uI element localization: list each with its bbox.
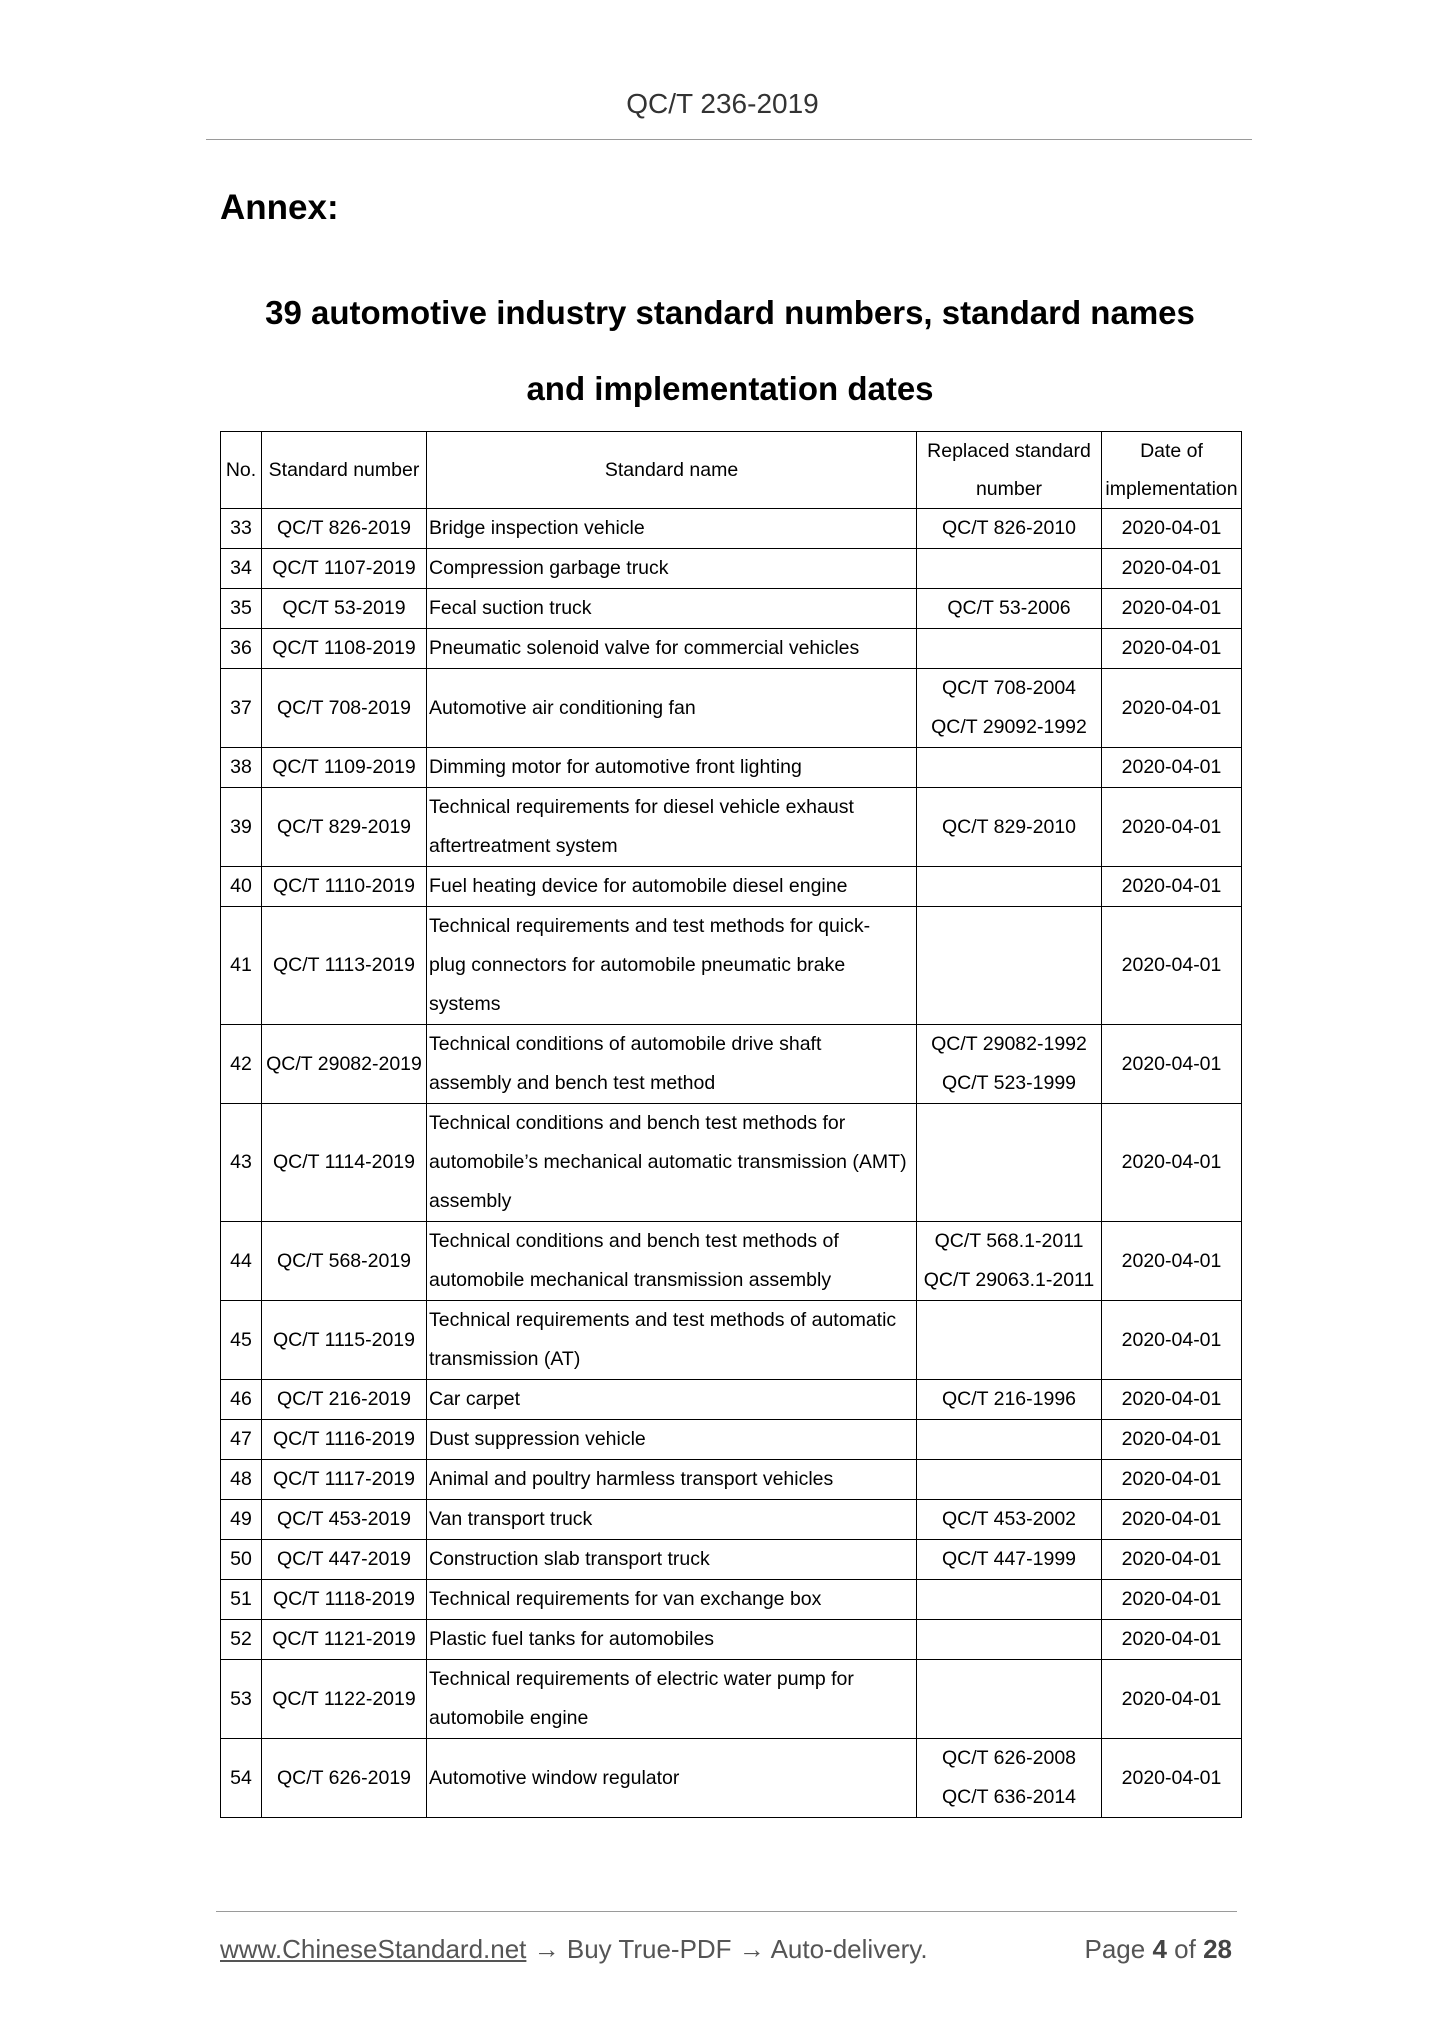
cell-standard-number: QC/T 1122-2019 — [262, 1660, 427, 1739]
cell-standard-number: QC/T 708-2019 — [262, 669, 427, 748]
cell-standard-number: QC/T 1107-2019 — [262, 549, 427, 589]
cell-standard-name — [427, 1739, 917, 1818]
cell-implementation-date: 2020-04-01 — [1102, 509, 1242, 549]
replaced-standard-line: QC/T 216-1996 — [941, 1388, 1077, 1410]
cell-implementation-date: 2020-04-01 — [1102, 1620, 1242, 1660]
table-row — [221, 867, 1242, 907]
cell-no: 39 — [221, 788, 262, 867]
standard-name-line: Bridge inspection vehicle — [429, 517, 645, 539]
replaced-standard-line: QC/T 636-2014 — [941, 1786, 1077, 1808]
table-row — [221, 509, 1242, 549]
cell-replaced-standard — [917, 509, 1102, 549]
cell-standard-name — [427, 589, 917, 629]
table-row — [221, 1580, 1242, 1620]
cell-replaced-standard — [917, 867, 1102, 907]
cell-replaced-standard — [917, 1460, 1102, 1500]
cell-standard-name — [427, 867, 917, 907]
table-row — [221, 1025, 1242, 1104]
cell-standard-number: QC/T 626-2019 — [262, 1739, 427, 1818]
cell-standard-name — [427, 748, 917, 788]
cell-replaced-standard — [917, 549, 1102, 589]
cell-no: 47 — [221, 1420, 262, 1460]
cell-standard-name — [427, 1580, 917, 1620]
replaced-standard-line: QC/T 829-2010 — [941, 815, 1077, 838]
standard-name-line: Compression garbage truck — [429, 557, 669, 579]
cell-implementation-date: 2020-04-01 — [1102, 1025, 1242, 1104]
cell-implementation-date: 2020-04-01 — [1102, 748, 1242, 788]
cell-replaced-standard — [917, 629, 1102, 669]
table-row — [221, 1739, 1242, 1818]
cell-standard-number: QC/T 1113-2019 — [262, 907, 427, 1025]
standard-name-line: Car carpet — [429, 1388, 521, 1410]
cell-replaced-standard — [917, 589, 1102, 629]
page-current: 4 — [1152, 1934, 1167, 1964]
standard-name-line: Construction slab transport truck — [429, 1548, 710, 1570]
table-row — [221, 1620, 1242, 1660]
table-row — [221, 1222, 1242, 1301]
cell-no: 40 — [221, 867, 262, 907]
cell-no: 53 — [221, 1660, 262, 1739]
cell-standard-name — [427, 1620, 917, 1660]
cell-standard-name — [427, 1660, 917, 1739]
replaced-standard-line: QC/T 453-2002 — [941, 1508, 1077, 1530]
standard-name-line: Technical requirements and test methods for quick- — [429, 915, 871, 937]
cell-replaced-standard — [917, 748, 1102, 788]
cell-no: 37 — [221, 669, 262, 748]
table-body — [221, 509, 1242, 1818]
cell-standard-name — [427, 1380, 917, 1420]
cell-no: 49 — [221, 1500, 262, 1540]
cell-no: 41 — [221, 907, 262, 1025]
cell-no: 42 — [221, 1025, 262, 1104]
cell-standard-number: QC/T 568-2019 — [262, 1222, 427, 1301]
cell-no: 38 — [221, 748, 262, 788]
cell-standard-number: QC/T 1108-2019 — [262, 629, 427, 669]
cell-replaced-standard — [917, 907, 1102, 1025]
cell-implementation-date: 2020-04-01 — [1102, 907, 1242, 1025]
cell-no: 35 — [221, 589, 262, 629]
standard-name-line: systems — [429, 993, 501, 1015]
standard-name-line: transmission (AT) — [429, 1348, 581, 1370]
cell-no: 33 — [221, 509, 262, 549]
standard-name-line: Technical conditions and bench test methods for — [429, 1112, 846, 1134]
table-row — [221, 748, 1242, 788]
cell-standard-number: QC/T 1116-2019 — [262, 1420, 427, 1460]
cell-standard-number: QC/T 29082-2019 — [262, 1025, 427, 1104]
cell-no: 44 — [221, 1222, 262, 1301]
page-indicator — [1084, 1934, 1232, 1965]
header-replaced-line-2: number — [975, 478, 1043, 500]
table-row — [221, 1420, 1242, 1460]
cell-standard-name — [427, 509, 917, 549]
cell-implementation-date: 2020-04-01 — [1102, 589, 1242, 629]
cell-standard-name — [427, 1500, 917, 1540]
cell-replaced-standard — [917, 669, 1102, 748]
cell-standard-number: QC/T 53-2019 — [262, 589, 427, 629]
header-no: No. — [221, 432, 262, 509]
cell-replaced-standard — [917, 1540, 1102, 1580]
standard-name-line: Technical requirements for diesel vehicle exhaust — [429, 796, 854, 818]
cell-replaced-standard — [917, 1420, 1102, 1460]
cell-implementation-date: 2020-04-01 — [1102, 1660, 1242, 1739]
cell-standard-name — [427, 907, 917, 1025]
cell-implementation-date: 2020-04-01 — [1102, 867, 1242, 907]
cell-no: 52 — [221, 1620, 262, 1660]
cell-replaced-standard — [917, 1660, 1102, 1739]
cell-implementation-date: 2020-04-01 — [1102, 1104, 1242, 1222]
cell-standard-number: QC/T 829-2019 — [262, 788, 427, 867]
cell-standard-number: QC/T 1115-2019 — [262, 1301, 427, 1380]
standard-name-line: assembly and bench test method — [429, 1072, 716, 1094]
table-row — [221, 1660, 1242, 1739]
cell-standard-name — [427, 1222, 917, 1301]
table-row — [221, 669, 1242, 748]
cell-standard-name — [427, 549, 917, 589]
replaced-standard-line: QC/T 29063.1-2011 — [923, 1269, 1095, 1291]
standard-name-line: Dimming motor for automotive front lighting — [429, 756, 802, 778]
standard-name-line: Dust suppression vehicle — [429, 1428, 646, 1450]
cell-implementation-date: 2020-04-01 — [1102, 1301, 1242, 1380]
table-title-line-2: and implementation dates — [526, 370, 934, 407]
cell-no: 45 — [221, 1301, 262, 1380]
cell-standard-number: QC/T 1118-2019 — [262, 1580, 427, 1620]
cell-standard-number: QC/T 826-2019 — [262, 509, 427, 549]
cell-standard-number: QC/T 216-2019 — [262, 1380, 427, 1420]
standard-name-line: Technical requirements for van exchange box — [429, 1588, 822, 1610]
replaced-standard-line: QC/T 708-2004 — [941, 677, 1077, 699]
table-header-row — [221, 432, 1242, 509]
header-replaced-standard-number — [917, 432, 1102, 509]
standard-name-line: assembly — [429, 1190, 512, 1212]
replaced-standard-line: QC/T 826-2010 — [941, 517, 1077, 539]
cell-implementation-date: 2020-04-01 — [1102, 1540, 1242, 1580]
replaced-standard-line: QC/T 568.1-2011 — [934, 1230, 1084, 1252]
cell-implementation-date: 2020-04-01 — [1102, 1222, 1242, 1301]
cell-replaced-standard — [917, 1620, 1102, 1660]
footer-tagline: → Buy True-PDF → Auto-delivery. — [526, 1934, 928, 1964]
cell-standard-name — [427, 1540, 917, 1580]
cell-implementation-date: 2020-04-01 — [1102, 1420, 1242, 1460]
footer — [220, 1934, 1232, 1965]
standard-name-line: Technical conditions of automobile drive shaft — [429, 1033, 822, 1055]
cell-standard-name — [427, 1104, 917, 1222]
standard-name-line: Automotive air conditioning fan — [429, 696, 696, 719]
replaced-standard-line: QC/T 53-2006 — [947, 597, 1071, 619]
cell-no: 43 — [221, 1104, 262, 1222]
table-row — [221, 788, 1242, 867]
table-title-line-1: 39 automotive industry standard numbers, standard names — [265, 294, 1195, 331]
cell-no: 46 — [221, 1380, 262, 1420]
replaced-standard-line: QC/T 29082-1992 — [931, 1033, 1087, 1055]
cell-standard-number: QC/T 1109-2019 — [262, 748, 427, 788]
page-label: Page — [1084, 1934, 1146, 1964]
table-row — [221, 1301, 1242, 1380]
standard-name-line: Technical conditions and bench test methods of — [429, 1230, 839, 1252]
standard-name-line: Pneumatic solenoid valve for commercial vehicles — [429, 637, 860, 659]
cell-replaced-standard — [917, 788, 1102, 867]
cell-standard-name — [427, 1460, 917, 1500]
header-divider — [206, 139, 1252, 140]
table-row — [221, 1540, 1242, 1580]
replaced-standard-line: QC/T 523-1999 — [941, 1072, 1077, 1094]
cell-standard-number: QC/T 447-2019 — [262, 1540, 427, 1580]
table-row — [221, 1500, 1242, 1540]
standard-name-line: Plastic fuel tanks for automobiles — [429, 1628, 715, 1650]
header-standard-name: Standard name — [427, 432, 917, 509]
cell-implementation-date: 2020-04-01 — [1102, 629, 1242, 669]
cell-implementation-date: 2020-04-01 — [1102, 1380, 1242, 1420]
standards-table — [220, 431, 1242, 1818]
annex-heading: Annex: — [220, 188, 339, 227]
standard-name-line: Fuel heating device for automobile diesel engine — [429, 875, 848, 897]
cell-standard-number: QC/T 1110-2019 — [262, 867, 427, 907]
cell-standard-number: QC/T 1114-2019 — [262, 1104, 427, 1222]
cell-implementation-date: 2020-04-01 — [1102, 1460, 1242, 1500]
header-replaced-line-1: Replaced standard — [927, 440, 1091, 462]
standard-name-line: automobile’s mechanical automatic transmission (AMT) — [429, 1151, 907, 1173]
cell-no: 54 — [221, 1739, 262, 1818]
page-total: 28 — [1203, 1934, 1232, 1964]
table-row — [221, 1380, 1242, 1420]
cell-implementation-date: 2020-04-01 — [1102, 1500, 1242, 1540]
website-link[interactable]: www.ChineseStandard.net — [220, 1934, 527, 1964]
standard-name-line: automobile engine — [429, 1707, 589, 1729]
header-standard-number: Standard number — [262, 432, 427, 509]
cell-implementation-date: 2020-04-01 — [1102, 788, 1242, 867]
replaced-standard-line: QC/T 447-1999 — [941, 1548, 1077, 1570]
cell-no: 48 — [221, 1460, 262, 1500]
table-row — [221, 549, 1242, 589]
footer-divider — [216, 1911, 1237, 1912]
cell-replaced-standard — [917, 1500, 1102, 1540]
standard-name-line: Fecal suction truck — [429, 597, 592, 619]
table-row — [221, 629, 1242, 669]
cell-standard-name — [427, 1420, 917, 1460]
cell-standard-number: QC/T 453-2019 — [262, 1500, 427, 1540]
standard-name-line: Technical requirements of electric water pump for — [429, 1668, 854, 1690]
cell-standard-name — [427, 669, 917, 748]
replaced-standard-line: QC/T 626-2008 — [941, 1747, 1077, 1769]
cell-no: 34 — [221, 549, 262, 589]
cell-no: 36 — [221, 629, 262, 669]
standard-name-line: plug connectors for automobile pneumatic brake — [429, 954, 846, 976]
cell-replaced-standard — [917, 1739, 1102, 1818]
cell-standard-name — [427, 1025, 917, 1104]
standard-name-line: Technical requirements and test methods of automatic — [429, 1309, 897, 1331]
page-of-label: of — [1174, 1934, 1196, 1964]
header-date-of-implementation — [1102, 432, 1242, 509]
table-row — [221, 907, 1242, 1025]
cell-replaced-standard — [917, 1025, 1102, 1104]
cell-replaced-standard — [917, 1580, 1102, 1620]
standard-name-line: Van transport truck — [429, 1508, 593, 1530]
cell-standard-name — [427, 1301, 917, 1380]
cell-replaced-standard — [917, 1222, 1102, 1301]
standard-name-line: Automotive window regulator — [429, 1766, 680, 1789]
cell-no: 50 — [221, 1540, 262, 1580]
cell-replaced-standard — [917, 1380, 1102, 1420]
standard-name-line: Animal and poultry harmless transport vehicles — [429, 1468, 834, 1490]
cell-implementation-date: 2020-04-01 — [1102, 1739, 1242, 1818]
cell-replaced-standard — [917, 1104, 1102, 1222]
cell-standard-name — [427, 629, 917, 669]
standard-name-line: aftertreatment system — [429, 835, 618, 857]
cell-standard-name — [427, 788, 917, 867]
standard-name-line: automobile mechanical transmission assembly — [429, 1269, 832, 1291]
header-date-line-1: Date of — [1140, 440, 1203, 462]
cell-implementation-date: 2020-04-01 — [1102, 669, 1242, 748]
cell-replaced-standard — [917, 1301, 1102, 1380]
table-row — [221, 1104, 1242, 1222]
cell-no: 51 — [221, 1580, 262, 1620]
cell-implementation-date: 2020-04-01 — [1102, 549, 1242, 589]
replaced-standard-line: QC/T 29092-1992 — [931, 716, 1087, 738]
header-date-line-2: implementation — [1105, 478, 1238, 500]
cell-standard-number: QC/T 1117-2019 — [262, 1460, 427, 1500]
cell-standard-number: QC/T 1121-2019 — [262, 1620, 427, 1660]
table-row — [221, 1460, 1242, 1500]
table-row — [221, 589, 1242, 629]
document-code-header: QC/T 236-2019 — [626, 88, 819, 119]
cell-implementation-date: 2020-04-01 — [1102, 1580, 1242, 1620]
